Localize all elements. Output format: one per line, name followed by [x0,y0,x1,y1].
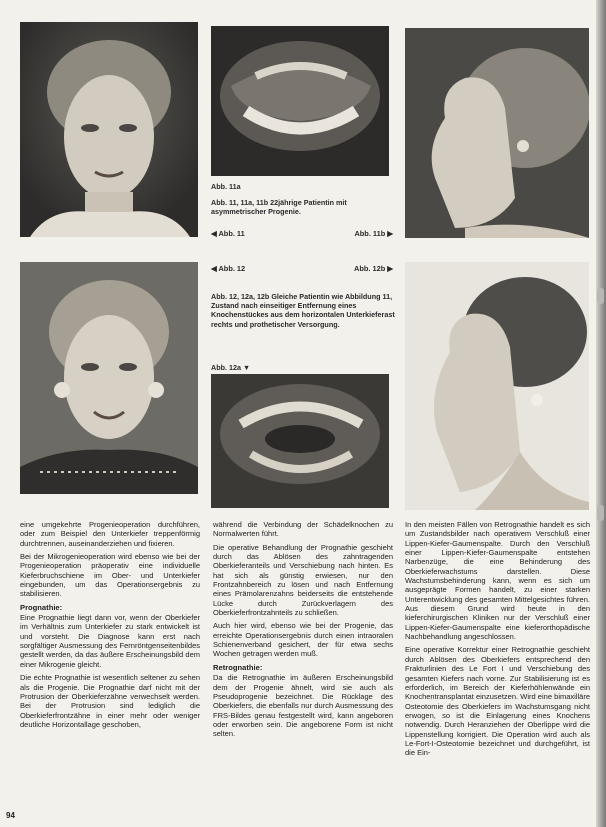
paragraph: Auch hier wird, ebenso wie bei der Progenie, das erreichte Operationsergebnis durch einen intraoralen Schienenverband gesichert, der für etwa sechs Wochen getragen werden muß. [213,621,393,659]
photo-intraoral-12a [211,374,389,508]
text-column-1 [20,520,200,733]
paragraph: Die operative Behandlung der Prognathie geschieht durch das Ablösen des zahntragenden Oberkieferanteils und Verschiebung nach hinten. Es hat sich als günstig erwiesen, nur den Frontzahnbereich zu lösen und nach Entfernung eines Prämolarenzahns beiderseits die entstehende Lücke durch Zurückverlagern des Oberkieferfrontzahnteils zu schließen. [213,542,393,618]
paragraph: während die Verbindung der Schädelknochen zu Normalwerten führt. [213,520,393,539]
photo-profile-11b [405,28,589,238]
photo-frontal-face-12 [20,262,198,494]
figure-label-11a: Abb. 11a [211,182,241,191]
paragraph: Da die Retrognathie im äußeren Erscheinungsbild dem der Progenie ähnelt, wird sie auch als Pseudoprogenie bezeichnet. Die Rücklage des Oberkiefers, die ebenfalls nur durch Ausmessung des FRS-Bildes genau festgestellt wird, kann angeboren oder erworben sein. Die angeborene Form ist nicht selten. [213,673,393,739]
figure-nav-12 [211,264,393,273]
figure-caption-11: Abb. 11, 11a, 11b 22jährige Patientin mit asymmetrischer Progenie. [211,198,347,217]
paragraph: Eine Prognathie liegt dann vor, wenn der Oberkiefer im Verhältnis zum Unterkiefer zu stark entwickelt ist und vorsteht. Die Diagnose kann erst nach sorgfältiger Ausmessung des Fernröntgenseitenbildes gestellt werden, da das äußere Erscheinungsbild dem einer Mikrogenie gleicht. [20,613,200,669]
paragraph: Bei der Mikrogenieoperation wird ebenso wie bei der Progenieoperation präoperativ eine individuelle Kieferbruchschiene im Ober- und Unterkiefer eingebunden, um das Operationsergebnis zu stabilisieren. [20,552,200,599]
paragraph: In den meisten Fällen von Retrognathie handelt es sich um Zustandsbilder nach operativem Verschluß einer Lippen-Kiefer-Gaumenspalte. Durch den Verschluß einer Lippen-Kiefer-Gaumenspalte entstehen Narbenzüge, die eine Behinderung des Oberkieferwachstums darstellen. Diese Wachstumsbehinderung kann, wenn es sich um ausgeprägte Formen handelt, zu einer starken Unterentwicklung des gesamten Mittelgesichtes führen. Aus diesem Grund wird heute in den kieferchirurgischen Kliniken nur der Verschluß einer Lippen-Kiefer-Gaumenspalte eine kieferorthopädische Nachbehandlung angeschlossen. [405,520,590,642]
page-edge [596,0,606,827]
figure-nav-11 [211,229,393,238]
paragraph: eine umgekehrte Progenieoperation durchführen, oder zum Beispiel den Unterkiefer treppenförmig durchtrennen, auseinanderziehen und fixieren. [20,520,200,548]
page-tab [597,505,604,521]
section-heading: Prognathie: [20,602,63,612]
nav-prev-abb11: ◀ Abb. 11 [211,229,245,238]
page-tab [597,288,604,304]
figure-caption-12: Abb. 12, 12a, 12b Gleiche Patientin wie Abbildung 11, Zustand nach einseitiger Entfernung eines Knochenstückes aus dem horizontalen Unterkieferast rechts und prothetischer Versorgung. [211,292,395,329]
paragraph: Eine operative Korrektur einer Retrognathie geschieht durch Ablösen des Oberkiefers entsprechend den Frakturlinien des Le Fort I und Verschiebung des gesamten Kiefers nach vorne. Zur Stabilisierung ist es erforderlich, im Bereich der Kieferhöhlenwände ein Knochentransplantat einzusetzen. Wird eine bimaxilläre Osteotomie des Oberkiefers im Wachstumsgang nicht erwogen, so ist die Einlagerung eines Knochens notwendig. Durch Heranziehen der Oberlippe wird die Lippenstellung korrigiert. Die Operation wird auch als Le-Fort-I-Osteotomie bezeichnet und durchgeführt, ist die Ein- [405,645,590,758]
nav-next-abb12b: Abb. 12b ▶ [354,264,393,273]
nav-prev-abb12: ◀ Abb. 12 [211,264,246,273]
photo-frontal-face-11 [20,22,198,237]
figure-label-12a: Abb. 12a ▼ [211,363,251,372]
text-column-3 [405,520,590,762]
paragraph: Die echte Prognathie ist wesentlich seltener zu sehen als die Progenie. Die Prognathie darf nicht mit der Protrusion der Oberkieferzähne verwechselt werden. Bei der Protrusion sind lediglich die Oberkieferfrontzähne in einer mehr oder weniger deutliche Horizontallage geschoben, [20,673,200,729]
section-heading: Retrognathie: [213,662,263,672]
nav-next-abb11b: Abb. 11b ▶ [354,229,393,238]
page-number: 94 [6,811,15,820]
photo-intraoral-11a [211,26,389,176]
photo-profile-12b [405,262,589,510]
text-column-2 [213,520,393,743]
